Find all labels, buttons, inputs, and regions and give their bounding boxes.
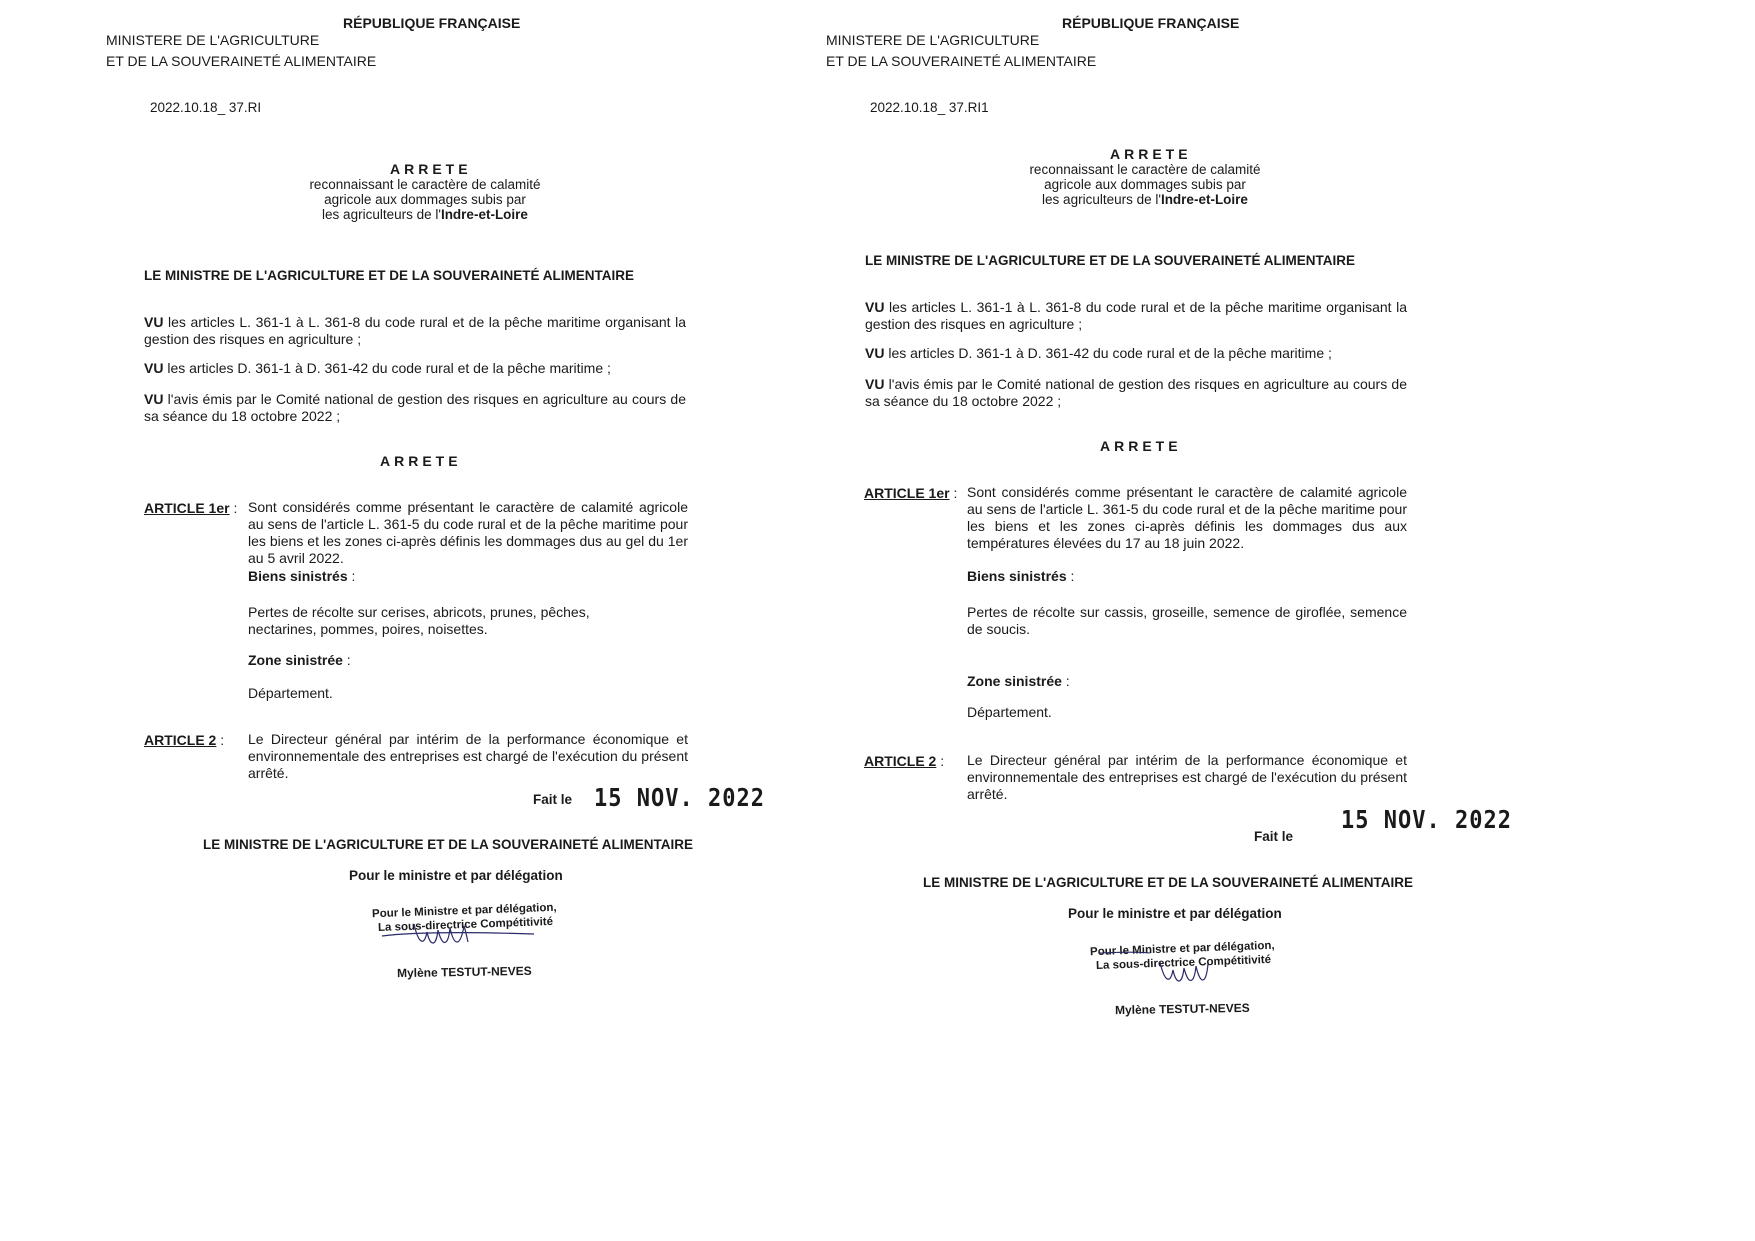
subtitle-line-3: [1010, 192, 1280, 207]
document-subtitle: [1010, 162, 1280, 207]
vu-text: les articles D. 361-1 à D. 361-42 du code rural et de la pêche maritime ;: [884, 345, 1332, 361]
biens-sinistres-label: Biens sinistrés :: [967, 568, 1075, 584]
vu-text: l'avis émis par le Comité national de gestion des risques en agriculture au cours de sa séance du 18 octobre 2022 ;: [865, 376, 1407, 409]
article-2-text: Le Directeur général par intérim de la performance économique et environnementale des entreprises est chargé de l'exécution du présent arrêté.: [248, 731, 688, 781]
document-title: ARRETE: [1110, 146, 1192, 162]
reference-number: 2022.10.18_ 37.RI1: [870, 100, 989, 115]
subtitle-line-3: [290, 207, 560, 222]
signature-stamp: [1089, 939, 1275, 990]
vu-label: VU: [865, 376, 885, 392]
vu-paragraph-2: [144, 360, 686, 377]
handwritten-signature-icon: [1090, 940, 1260, 990]
header-republique: RÉPUBLIQUE FRANÇAISE: [1062, 15, 1240, 31]
article-2-label: ARTICLE 2 :: [864, 753, 945, 769]
article-1-label: ARTICLE 1er :: [864, 485, 958, 501]
header-republique: RÉPUBLIQUE FRANÇAISE: [343, 15, 521, 31]
minister-heading: LE MINISTRE DE L'AGRICULTURE ET DE LA SOUVERAINETÉ ALIMENTAIRE: [144, 268, 634, 283]
vu-paragraph-1: [144, 314, 686, 348]
vu-text: l'avis émis par le Comité national de gestion des risques en agriculture au cours de sa séance du 18 octobre 2022 ;: [144, 391, 686, 424]
subtitle-line-2: agricole aux dommages subis par: [324, 192, 526, 207]
signature-stamp: [371, 901, 557, 952]
zone-sinistree-text: Département.: [967, 704, 1052, 720]
vu-label: VU: [144, 391, 164, 407]
stamp-line-1: Pour le Ministre et par délégation,: [371, 901, 557, 921]
subtitle-line-2: agricole aux dommages subis par: [1044, 177, 1246, 192]
signature-heading: LE MINISTRE DE L'AGRICULTURE ET DE LA SOUVERAINETÉ ALIMENTAIRE: [203, 837, 693, 852]
vu-paragraph-3: [865, 376, 1407, 410]
document-title: ARRETE: [390, 161, 472, 177]
signatory-name: Mylène TESTUT-NEVES: [396, 963, 532, 981]
ministry-line-1: MINISTERE DE L'AGRICULTURE: [106, 32, 320, 48]
signatory-name: Mylène TESTUT-NEVES: [1114, 1000, 1250, 1018]
ministry-line-1: MINISTERE DE L'AGRICULTURE: [826, 32, 1040, 48]
date-stamp: 15 NOV. 2022: [594, 784, 765, 813]
fait-le-label: Fait le: [1254, 829, 1294, 844]
vu-label: VU: [144, 314, 164, 330]
subtitle-line-1: reconnaissant le caractère de calamité: [309, 177, 541, 192]
zone-sinistree-text: Département.: [248, 685, 333, 701]
delegation-line: Pour le ministre et par délégation: [1068, 906, 1282, 921]
fait-le-label: Fait le: [533, 792, 573, 807]
subtitle-line-1: reconnaissant le caractère de calamité: [1029, 162, 1261, 177]
zone-sinistree-label: Zone sinistrée :: [248, 652, 351, 668]
biens-sinistres-text: Pertes de récolte sur cassis, groseille, semence de giroflée, semence de soucis.: [967, 604, 1407, 637]
vu-label: VU: [144, 360, 164, 376]
department-name: Indre-et-Loire: [1160, 192, 1248, 207]
reference-number: 2022.10.18_ 37.RI: [150, 100, 262, 115]
date-stamp: 15 NOV. 2022: [1341, 806, 1512, 835]
arrete-heading: ARRETE: [380, 453, 462, 469]
vu-paragraph-2: [865, 345, 1407, 362]
vu-label: VU: [865, 299, 885, 315]
zone-sinistree-label: Zone sinistrée :: [967, 673, 1070, 689]
subtitle-prefix: les agriculteurs de l': [322, 207, 441, 222]
ministry-line-2: ET DE LA SOUVERAINETÉ ALIMENTAIRE: [106, 53, 377, 69]
vu-text: les articles L. 361-1 à L. 361-8 du code rural et de la pêche maritime organisant la gestion des risques en agriculture ;: [144, 314, 686, 347]
signature-heading: LE MINISTRE DE L'AGRICULTURE ET DE LA SOUVERAINETÉ ALIMENTAIRE: [923, 875, 1413, 890]
article-1-text: Sont considérés comme présentant le caractère de calamité agricole au sens de l'article L. 361-5 du code rural et de la pêche maritime pour les biens et les zones ci-après définis les dommages dus aux températures élevées du 17 au 18 juin 2022.: [967, 484, 1407, 551]
stamp-line-2: La sous-directrice Compétitivité: [1095, 953, 1272, 973]
ministry-line-2: ET DE LA SOUVERAINETÉ ALIMENTAIRE: [826, 53, 1097, 69]
department-name: Indre-et-Loire: [440, 207, 528, 222]
vu-paragraph-3: [144, 391, 686, 425]
handwritten-signature-icon: [372, 902, 542, 952]
article-2-text: Le Directeur général par intérim de la performance économique et environnementale des entreprises est chargé de l'exécution du présent arrêté.: [967, 752, 1407, 802]
biens-sinistres-label: Biens sinistrés :: [248, 568, 356, 584]
document-subtitle: [290, 177, 560, 222]
article-2-label: ARTICLE 2 :: [144, 732, 225, 748]
stamp-line-2: La sous-directrice Compétitivité: [377, 915, 554, 935]
article-1-label: ARTICLE 1er :: [144, 500, 238, 516]
minister-heading: LE MINISTRE DE L'AGRICULTURE ET DE LA SOUVERAINETÉ ALIMENTAIRE: [865, 253, 1355, 268]
arrete-heading: ARRETE: [1100, 438, 1182, 454]
article-1-text: Sont considérés comme présentant le caractère de calamité agricole au sens de l'article L. 361-5 du code rural et de la pêche maritime pour les biens et les zones ci-après définis les dommages dus au gel du 1er au 5 avril 2022.: [248, 499, 688, 566]
stamp-line-1: Pour le Ministre et par délégation,: [1089, 939, 1275, 959]
document-right: [815, 0, 1675, 1241]
delegation-line: Pour le ministre et par délégation: [349, 868, 563, 883]
vu-text: les articles L. 361-1 à L. 361-8 du code rural et de la pêche maritime organisant la gestion des risques en agriculture ;: [865, 299, 1407, 332]
vu-text: les articles D. 361-1 à D. 361-42 du code rural et de la pêche maritime ;: [163, 360, 611, 376]
subtitle-prefix: les agriculteurs de l': [1042, 192, 1161, 207]
vu-paragraph-1: [865, 299, 1407, 333]
biens-sinistres-text: Pertes de récolte sur cerises, abricots, prunes, pêches, nectarines, pommes, poires, noisettes.: [248, 604, 590, 637]
vu-label: VU: [865, 345, 885, 361]
document-left: [0, 0, 860, 1241]
